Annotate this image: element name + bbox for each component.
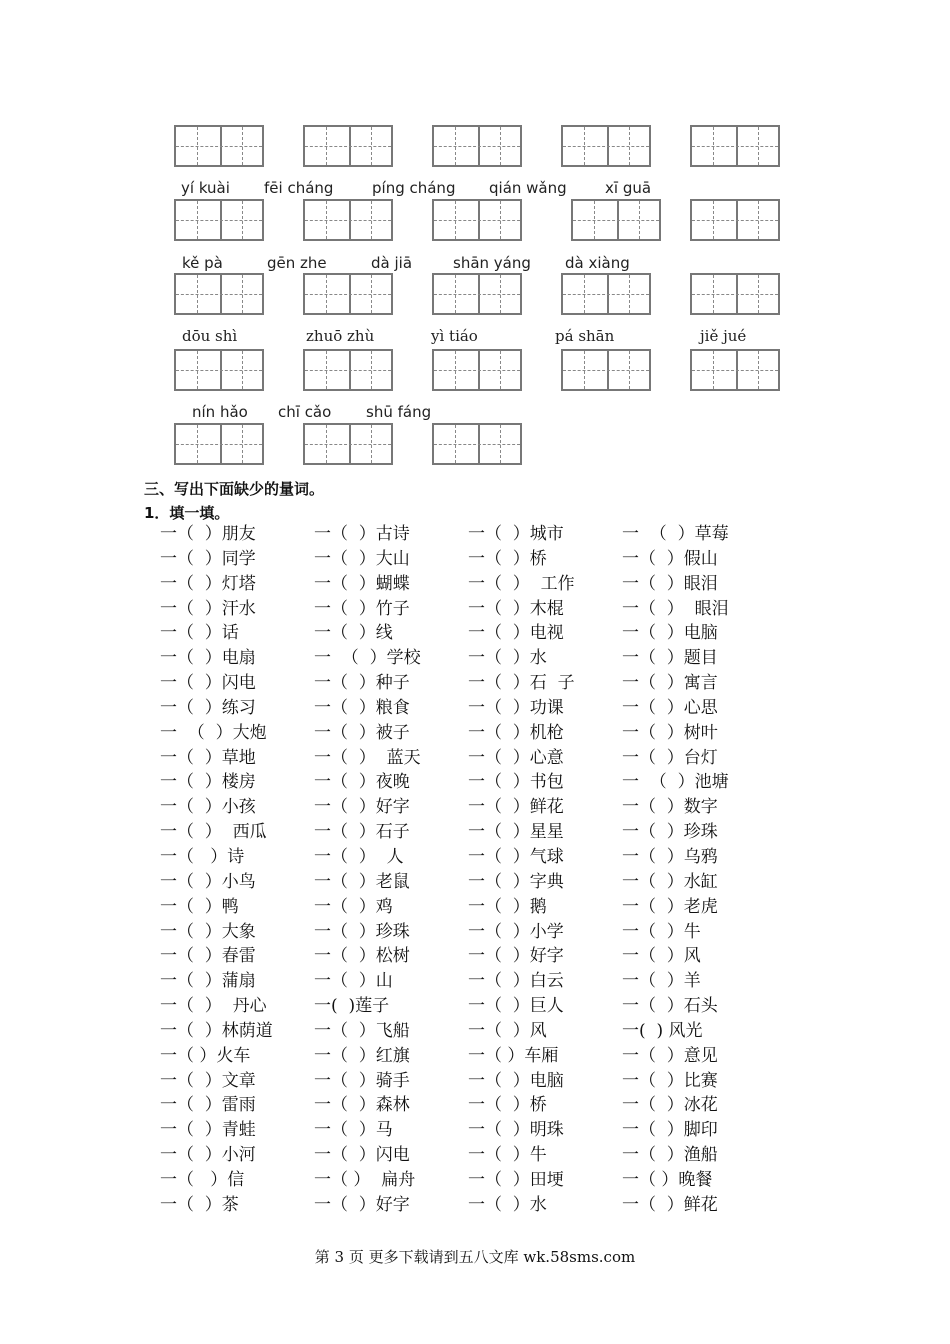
writing-box[interactable] [561,125,651,167]
exercise-item[interactable]: 一（ ）小孩 [160,797,256,818]
exercise-item[interactable]: 一（ ） 人 [314,846,404,867]
exercise-item[interactable]: 一（ ）心意 [468,747,564,768]
exercise-item[interactable]: 一（ ）老虎 [622,896,718,917]
exercise-item[interactable]: 一（ ）水 [468,648,547,669]
exercise-item[interactable]: 一（ ）草地 [160,747,256,768]
writing-box[interactable] [432,423,522,465]
exercise-row [160,597,800,622]
exercise-item[interactable]: 一（ ）鸭 [160,896,239,917]
exercise-item[interactable]: 一（ ）同学 [160,548,256,569]
pinyin-word: dà xiàng [565,254,630,272]
writing-box[interactable] [690,349,780,391]
pinyin-word: dōu shì [182,327,238,345]
pinyin-word: yí kuài [181,179,230,197]
exercise-item[interactable]: 一( )莲子 [314,996,390,1017]
pinyin-row [0,179,950,201]
exercise-item[interactable]: 一（ ）文章 [160,1070,256,1091]
pinyin-word: pá shān [555,327,615,345]
exercise-item[interactable]: 一（ ）木棍 [468,598,564,619]
exercise-row [160,795,800,820]
exercise-item[interactable]: 一（ ）松树 [314,946,410,967]
exercise-item[interactable]: 一（ ） 工作 [468,573,575,594]
pinyin-word: yì tiáo [431,327,478,345]
quantifier-exercise-grid [160,522,800,1218]
exercise-item[interactable]: 一（ ）晚餐 [622,1169,713,1190]
page-footer: 第 3 页 更多下载请到五八文库 wk.58sms.com [314,1248,636,1266]
exercise-row [160,845,800,870]
exercise-row [160,547,800,572]
exercise-item[interactable]: 一（ ）鲜花 [622,1194,718,1215]
exercise-item[interactable]: 一（ ）乌鸦 [622,846,718,867]
exercise-item[interactable]: 一（ ）羊 [622,971,701,992]
exercise-item[interactable]: 一（ ）字典 [468,871,564,892]
exercise-item[interactable]: 一（ ）雷雨 [160,1095,256,1116]
exercise-item[interactable]: 一( ) 风光 [622,1020,703,1041]
exercise-item[interactable]: 一（ ）汗水 [160,598,256,619]
exercise-item[interactable]: 一（ ）山 [314,971,393,992]
exercise-item[interactable]: 一（ ）闪电 [314,1145,410,1166]
exercise-row [160,1044,800,1069]
exercise-row [160,895,800,920]
exercise-item[interactable]: 一（ ）茶 [160,1194,239,1215]
exercise-item[interactable]: 一（ ）星星 [468,822,564,843]
exercise-item[interactable]: 一（ ）蒲扇 [160,971,256,992]
exercise-row [160,746,800,771]
exercise-item[interactable]: 一（ ）石头 [622,996,718,1017]
exercise-item[interactable]: 一（ ）比赛 [622,1070,718,1091]
writing-box[interactable] [432,125,522,167]
exercise-row [160,1193,800,1218]
exercise-item[interactable]: 一（ ） 蓝天 [314,747,421,768]
exercise-item[interactable]: 一（ ）桥 [468,548,547,569]
exercise-item[interactable]: 一（ ）线 [314,623,393,644]
exercise-row [160,820,800,845]
exercise-item[interactable]: 一（ ）鸡 [314,896,393,917]
exercise-row [160,1019,800,1044]
exercise-item[interactable]: 一 （ ）草莓 [622,524,729,544]
exercise-item[interactable]: 一（ ）气球 [468,846,564,867]
pinyin-word: xī guā [605,179,652,197]
exercise-item[interactable]: 一（ ）古诗 [314,524,410,544]
exercise-row [160,1069,800,1094]
pinyin-word: dà jiā [371,254,413,272]
exercise-item[interactable]: 一（ ）眼泪 [622,573,718,594]
exercise-item[interactable]: 一（ ）脚印 [622,1120,718,1141]
exercise-item[interactable]: 一（ ）题目 [622,648,718,669]
exercise-item[interactable]: 一（ ）春雷 [160,946,256,967]
exercise-item[interactable]: 一（ ）意见 [622,1045,718,1066]
exercise-item[interactable]: 一（ ）种子 [314,673,410,694]
exercise-item[interactable]: 一（ ）寓言 [622,673,718,694]
exercise-item[interactable]: 一（ ） 西瓜 [160,822,267,843]
exercise-row [160,621,800,646]
exercise-row [160,721,800,746]
exercise-item[interactable]: 一（ ）大象 [160,921,256,942]
writing-box[interactable] [303,349,393,391]
exercise-item[interactable]: 一（ ）石 子 [468,673,575,694]
exercise-row [160,944,800,969]
exercise-item[interactable]: 一（ ）青蛙 [160,1120,256,1141]
exercise-item[interactable]: 一（ ）水缸 [622,871,718,892]
exercise-item[interactable]: 一（ ）火车 [160,1045,251,1066]
exercise-item[interactable]: 一（ ）明珠 [468,1120,564,1141]
exercise-item[interactable]: 一（ ）巨人 [468,996,564,1017]
exercise-item[interactable]: 一（ ）电脑 [622,623,718,644]
exercise-item[interactable]: 一（ ）好字 [314,797,410,818]
exercise-item[interactable]: 一（ ）鲜花 [468,797,564,818]
exercise-item[interactable]: 一（ ） 丹心 [160,996,267,1017]
exercise-item[interactable]: 一（ ）竹子 [314,598,410,619]
writing-box[interactable] [303,273,393,315]
pinyin-word: nín hǎo [192,403,248,421]
writing-box[interactable] [432,349,522,391]
exercise-item[interactable]: 一（ ）电扇 [160,648,256,669]
exercise-row [160,770,800,795]
exercise-item[interactable]: 一（ ）小学 [468,921,564,942]
pinyin-word: zhuō zhù [306,327,375,345]
exercise-item[interactable]: 一（ ）田埂 [468,1169,564,1190]
exercise-row [160,870,800,895]
writing-box[interactable] [174,199,264,241]
section-title: 三、写出下面缺少的量词。 [144,480,325,498]
exercise-item[interactable]: 一（ ）马 [314,1120,393,1141]
pinyin-word: jiě jué [700,327,747,345]
exercise-row [160,1093,800,1118]
writing-box[interactable] [561,349,651,391]
writing-box[interactable] [432,199,522,241]
pinyin-word: kě pà [182,254,223,272]
exercise-item[interactable]: 一（ ）桥 [468,1095,547,1116]
exercise-item[interactable]: 一（ ）风 [622,946,701,967]
exercise-item[interactable]: 一 （ ）大炮 [160,722,267,743]
writing-box[interactable] [174,273,264,315]
writing-grid-row [0,199,950,243]
exercise-item[interactable]: 一（ ）被子 [314,722,410,743]
exercise-row [160,522,800,547]
writing-grid-row [0,125,950,169]
exercise-item[interactable]: 一（ ）假山 [622,548,718,569]
exercise-item[interactable]: 一（ ）渔船 [622,1145,718,1166]
exercise-item[interactable]: 一（ ）好字 [314,1194,410,1215]
exercise-item[interactable]: 一（ ）大山 [314,548,410,569]
pinyin-word: fēi cháng [264,179,334,197]
exercise-item[interactable]: 一（ ）台灯 [622,747,718,768]
exercise-item[interactable]: 一（ ） 扁舟 [314,1169,416,1190]
exercise-item[interactable]: 一（ ）飞船 [314,1020,410,1041]
exercise-item[interactable]: 一（ ）水 [468,1194,547,1215]
exercise-item[interactable]: 一（ ）夜晚 [314,772,410,793]
exercise-row [160,920,800,945]
exercise-item[interactable]: 一（ ）朋友 [160,524,256,544]
exercise-item[interactable]: 一（ ）红旗 [314,1045,410,1066]
pinyin-word: gēn zhe [267,254,327,272]
exercise-item[interactable]: 一（ ）石子 [314,822,410,843]
exercise-item[interactable]: 一（ ）功课 [468,697,564,718]
exercise-item[interactable]: 一（ ）电视 [468,623,564,644]
exercise-item[interactable]: 一（ ）书包 [468,772,564,793]
exercise-item[interactable]: 一（ ）电脑 [468,1070,564,1091]
exercise-item[interactable]: 一（ ）鹅 [468,896,547,917]
writing-grid-row [0,273,950,317]
exercise-item[interactable]: 一（ ）树叶 [622,722,718,743]
exercise-item[interactable]: 一（ ）诗 [160,846,245,867]
exercise-row [160,671,800,696]
writing-box[interactable] [303,199,393,241]
exercise-item[interactable]: 一（ ）楼房 [160,772,256,793]
pinyin-word: qián wǎng [489,179,567,197]
writing-box[interactable] [174,349,264,391]
exercise-item[interactable]: 一（ ）森林 [314,1095,410,1116]
exercise-row [160,969,800,994]
exercise-item[interactable]: 一（ ）骑手 [314,1070,410,1091]
writing-grid-row [0,349,950,393]
exercise-item[interactable]: 一（ ）小河 [160,1145,256,1166]
writing-grid-row [0,423,950,467]
exercise-item[interactable]: 一（ ）练习 [160,697,256,718]
exercise-item[interactable]: 一（ ）白云 [468,971,564,992]
exercise-item[interactable]: 一（ ）信 [160,1169,245,1190]
exercise-item[interactable]: 一（ ）风 [468,1020,547,1041]
exercise-item[interactable]: 一（ ）数字 [622,797,718,818]
pinyin-row [0,403,950,425]
writing-box[interactable] [690,125,780,167]
exercise-row [160,572,800,597]
exercise-item[interactable]: 一（ ）心思 [622,697,718,718]
writing-box[interactable] [690,273,780,315]
exercise-item[interactable]: 一（ ）话 [160,623,239,644]
exercise-item[interactable]: 一（ ）冰花 [622,1095,718,1116]
exercise-row [160,696,800,721]
exercise-item[interactable]: 一（ ）牛 [468,1145,547,1166]
writing-box[interactable] [561,273,651,315]
exercise-item[interactable]: 一（ ）粮食 [314,697,410,718]
exercise-item[interactable]: 一（ ）机枪 [468,722,564,743]
exercise-item[interactable]: 一 （ ）学校 [314,648,421,669]
writing-box[interactable] [690,199,780,241]
pinyin-word: píng cháng [372,179,456,197]
writing-box[interactable] [432,273,522,315]
exercise-row [160,646,800,671]
exercise-item[interactable]: 一（ ）城市 [468,524,564,544]
exercise-item[interactable]: 一（ ）珍珠 [622,822,718,843]
pinyin-row [0,327,950,349]
exercise-item[interactable]: 一 （ ）池塘 [622,772,729,793]
writing-box[interactable] [174,125,264,167]
exercise-row [160,1143,800,1168]
exercise-row [160,1168,800,1193]
pinyin-word: chī cǎo [278,403,332,421]
sub-title: 1．填一填。 [144,504,230,522]
exercise-item[interactable]: 一（ ）灯塔 [160,573,256,594]
exercise-row [160,994,800,1019]
pinyin-word: shū fáng [366,403,432,421]
exercise-item[interactable]: 一（ ）林荫道 [160,1020,273,1041]
exercise-item[interactable]: 一（ ）珍珠 [314,921,410,942]
writing-box[interactable] [303,423,393,465]
writing-box[interactable] [303,125,393,167]
exercise-item[interactable]: 一（ ）车厢 [468,1045,559,1066]
exercise-item[interactable]: 一（ ）小鸟 [160,871,256,892]
exercise-item[interactable]: 一（ ） 眼泪 [622,598,729,619]
exercise-row [160,1118,800,1143]
exercise-item[interactable]: 一（ ）闪电 [160,673,256,694]
exercise-item[interactable]: 一（ ）老鼠 [314,871,410,892]
pinyin-word: shān yáng [453,254,531,272]
writing-box[interactable] [571,199,661,241]
writing-box[interactable] [174,423,264,465]
exercise-item[interactable]: 一（ ）好字 [468,946,564,967]
exercise-item[interactable]: 一（ ）牛 [622,921,701,942]
exercise-item[interactable]: 一（ ）蝴蝶 [314,573,410,594]
